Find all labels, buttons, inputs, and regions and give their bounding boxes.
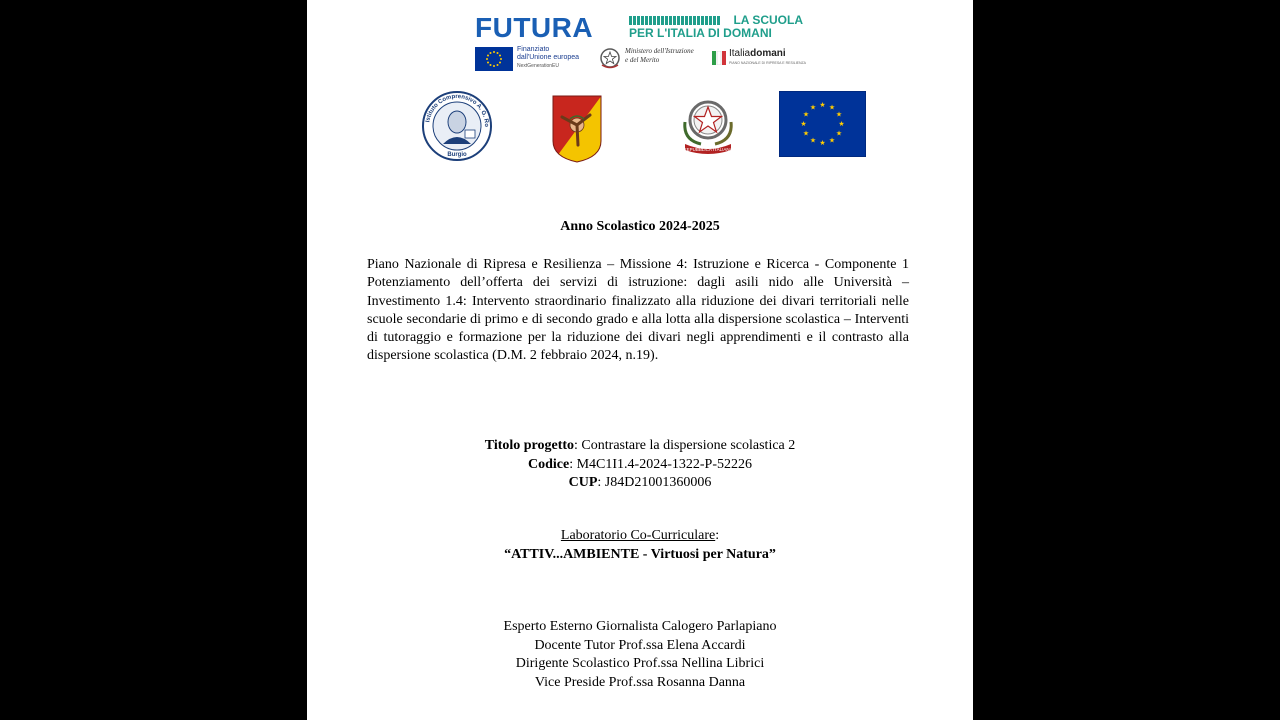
- eu-flag-logo: [779, 91, 866, 157]
- italian-republic-emblem-logo: [677, 92, 739, 158]
- school-seal-text-bottom: Burgio: [447, 152, 467, 158]
- svg-text:★: ★: [819, 139, 826, 147]
- futura-logo-text: FUTURA: [475, 12, 594, 43]
- lab-info-block: [307, 527, 973, 564]
- credit-line-vice-principal: Vice Preside Prof.ssa Rosanna Danna: [534, 674, 746, 690]
- svg-text:★: ★: [835, 110, 843, 119]
- italia-domani-flag-icon: [712, 51, 726, 65]
- italia-suffix: domani: [750, 48, 786, 59]
- ministry-label: [625, 47, 705, 65]
- tagline-line1: LA SCUOLA: [733, 13, 803, 27]
- lab-colon: :: [715, 528, 720, 543]
- school-year-heading: Anno Scolastico 2024-2025: [560, 219, 720, 234]
- svg-text:★: ★: [802, 110, 810, 119]
- project-title-value: : Contrastare la dispersione scolastica 2: [574, 438, 796, 453]
- credits-block: [307, 618, 973, 692]
- eu-funded-line2: dall'Unione europea: [517, 54, 580, 61]
- svg-text:★: ★: [828, 136, 836, 145]
- italia-domani-subtitle: PIANO NAZIONALE DI RIPRESA E RESILIENZA: [729, 61, 807, 65]
- eu-flag-small-icon: [475, 47, 513, 71]
- project-cup-value: : J84D21001360006: [597, 475, 712, 490]
- credit-line-tutor: Docente Tutor Prof.ssa Elena Accardi: [534, 637, 746, 653]
- tagline-bar-graphic: [629, 16, 721, 25]
- republic-ribbon-text: REPUBBLICA ITALIANA: [683, 147, 733, 152]
- ministry-emblem-icon: [599, 46, 621, 70]
- svg-text:★: ★: [835, 129, 843, 138]
- lab-label: Laboratorio Co-Curriculare: [560, 528, 716, 543]
- credit-line-principal: Dirigente Scolastico Prof.ssa Nellina Librici: [515, 656, 765, 671]
- tagline-line2: PER L'ITALIA DI DOMANI: [629, 26, 772, 40]
- lab-title-text: “ATTIV...AMBIENTE - Virtuosi per Natura”: [504, 546, 776, 562]
- project-title-line: [307, 437, 973, 456]
- project-cup-label: CUP: [568, 475, 598, 490]
- svg-text:★: ★: [809, 136, 817, 145]
- eu-funded-line1: Finanziato: [517, 46, 550, 53]
- project-code-label: Codice: [528, 456, 570, 472]
- ministry-line1: Ministero dell'Istruzione: [625, 47, 694, 55]
- svg-text:★: ★: [802, 129, 810, 138]
- lab-label-line: [307, 527, 973, 546]
- eu-funded-line3: NextGenerationEU: [517, 63, 559, 69]
- project-info-block: [307, 437, 973, 493]
- pnrr-description-paragraph: Piano Nazionale di Ripresa e Resilienza – Missione 4: Istruzione e Ricerca - Componente 1 Potenziamento dell’offerta dei servizi di istruzione: dagli asili nido alle Università – Investimento 1.4: Intervento straordinario finalizzato alla riduzione dei divari territoriali nelle scuole secondarie di primo e di secondo grado e alla lotta alla dispersione scolastica – Interventi di tutoraggio e formazione per la riduzione dei divari negli apprendimenti e il contrasto alla dispersione scolastica (D.M. 2 febbraio 2024, n.19).: [367, 257, 909, 364]
- credit-line-expert: Esperto Esterno Giornalista Calogero Parlapiano: [503, 619, 777, 634]
- svg-text:★: ★: [819, 101, 826, 109]
- eu-funded-label: [517, 46, 597, 70]
- svg-text:★: ★: [838, 120, 845, 128]
- project-cup-line: [307, 474, 973, 493]
- sicily-region-crest-logo: [552, 95, 602, 163]
- svg-text:★: ★: [800, 120, 807, 128]
- italia-prefix: Italia: [729, 48, 751, 59]
- svg-text:★: ★: [809, 103, 817, 112]
- ministry-line2: e del Merito: [625, 56, 660, 64]
- project-title-label: Titolo progetto: [484, 438, 575, 453]
- school-seal-text-top: Istituto Comprensivo A. G. Ro: [425, 93, 490, 128]
- lab-title: [307, 546, 973, 565]
- project-code-line: [307, 456, 973, 475]
- project-code-value: : M4C1I1.4-2024-1322-P-52226: [569, 456, 752, 472]
- italia-domani-label: [729, 48, 786, 59]
- svg-text:★: ★: [828, 103, 836, 112]
- school-seal-logo: [421, 90, 493, 162]
- document-page: [307, 0, 973, 720]
